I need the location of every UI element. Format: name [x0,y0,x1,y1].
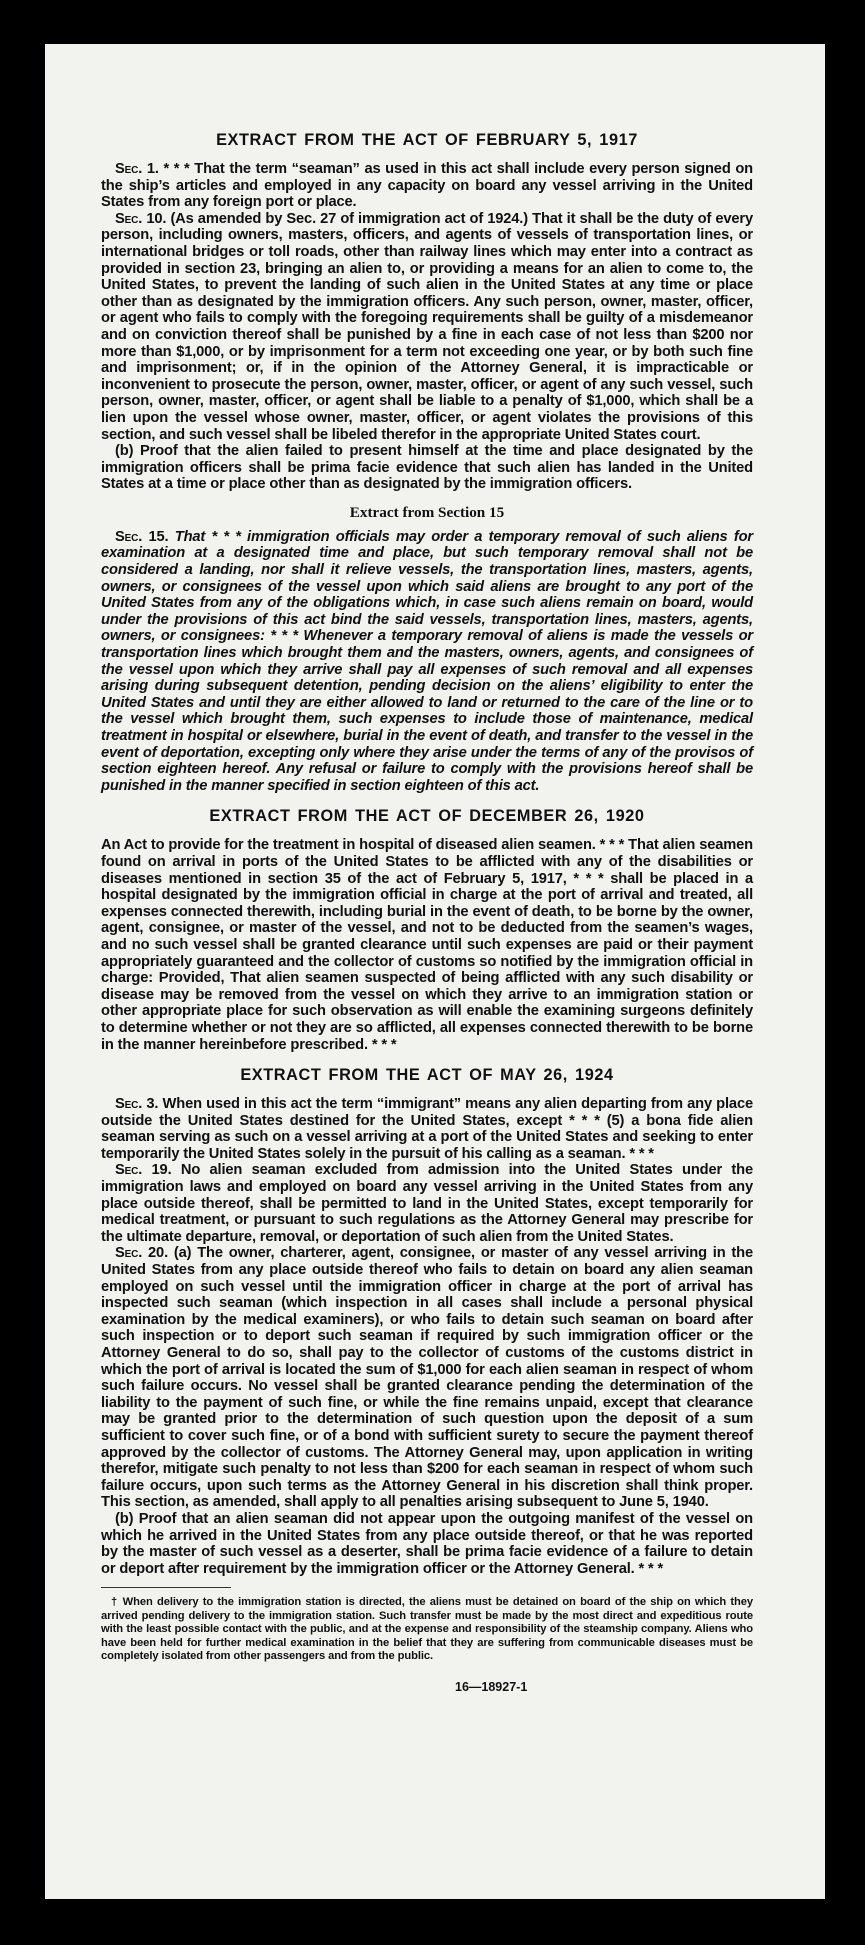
section-3-label: Sec. 3. [115,1096,159,1113]
section-10b-paragraph: (b) Proof that the alien failed to present himself at the time and place designated by the immigration officers shall be prima facie evidence that such alien has landed in the United States at a time or place other than as designated by the immigration officers. [101,443,753,493]
section-20b-paragraph: (b) Proof that an alien seaman did not appear upon the outgoing manifest of the vessel on which he arrived in the United States from any place outside thereof, or that he was reported by the master of such vessel as a deserter, shall be prima facie evidence of a failure to detain or deport after requirement by the immigration officer or the Attorney General. * * * [101,1510,753,1577]
section-10-paragraph [101,211,753,443]
act-1920-paragraph: An Act to provide for the treatment in hospital of diseased alien seamen. * * * That alien seamen found on arrival in ports of the United States to be afflicted with any of the disabilities or diseases mentioned in section 35 of the act of February 5, 1917, * * * shall be placed in a hospital designated by the immigration official in charge at the port of arrival and treated, all expenses connected therewith, including burial in the event of death, to be borne by the owner, agent, consignee, or master of the vessel, and not to be deducted from the seamen’s wages, and no such vessel shall be granted clearance until such expenses are paid or their payment appropriately guaranteed and the collector of customs so notified by the immigration official in charge: Provided, That alien seamen suspected of being afflicted with any such disability or disease may be removed from the vessel on which they arrive to an immigration station or other appropriate place for such observation as will enable the examining surgeons definitely to determine whether or not they are so afflicted, all expenses connected therewith to be borne in the manner hereinbefore prescribed. * * * [101,837,753,1053]
section-20-paragraph [101,1245,753,1511]
footnote-divider [101,1587,231,1588]
section-15-text: That * * * immigration officials may order a temporary removal of such aliens for examination at a designated time and place, but such temporary removal shall not be considered a landing, nor shall it relieve vessels, the transportation lines, masters, agents, owners, or consignees of the vessel upon which said aliens are brought to any port of the United States from any of the obligations which, in case such aliens remain on board, would under the provisions of this act bind the said vessels, transportation lines, masters, agents, owners, or consignees: * * * Whenever a temporary removal of aliens is made the vessels or transportation lines which brought them and the masters, owners, agents, and consignees of the vessel upon which they arrive shall pay all expenses of such removal and all expenses arising during subsequent detention, pending decision on the aliens’ eligibility to enter the United States and until they are either allowed to land or returned to the care of the line or to the vessel which brought them, such expenses to include those of maintenance, medical treatment in hospital or elsewhere, burial in the event of death, and transfer to the vessel in the event of deportation, excepting only where they arise under the terms of any of the provisos of section eighteen hereof. Any refusal or failure to comply with the provisions hereof shall be punished in the manner specified in section eighteen of this act. [101,528,754,794]
section-1-label: Sec. 1. [115,161,159,177]
section-1-paragraph [101,161,753,211]
section-20-label: Sec. 20. [115,1245,168,1262]
section-20-text: (a) The owner, charterer, agent, consignee, or master of any vessel arriving in the United States from any place outside thereof who fails to detain on board any alien seaman employed on such vessel until the immigration officer in charge at the port of arrival has inspected such seaman (which inspection in all cases shall include a personal physical examination by the medical examiners), or who fails to detain such seaman on board after such inspection or to deport such seaman if required by such immigration officer or the Attorney General to do so, shall pay to the collector of customs of the customs district in which the port of arrival is located the sum of $1,000 for each alien seaman in respect of whom such failure occurs. No vessel shall be granted clearance pending the determination of the liability to the payment of such fine, or while the fine remains unpaid, except that clearance may be granted prior to the determination of such question upon the deposit of a sum sufficient to cover such fine, or of a bond with sufficient surety to secure the payment thereof approved by the collector of customs. The Attorney General may, upon application in writing therefor, mitigate such penalty to not less than $200 for each seaman in respect of whom such failure occurs, upon such terms as the Attorney General in his discretion shall think proper. This section, as amended, shall apply to all penalties arising subsequent to June 5, 1940. [101,1245,753,1511]
heading-act-feb-1917: EXTRACT FROM THE ACT OF FEBRUARY 5, 1917 [216,131,638,149]
section-19-label: Sec. 19. [115,1162,172,1179]
section-1-text: * * * That the term “seaman” as used in this act shall include every person signed on the ship’s articles and employed in any capacity on board any vessel arriving in the United States from any foreign port or place. [101,161,753,211]
section-10-text: (As amended by Sec. 27 of immigration act of 1924.) That it shall be the duty of every person, including owners, masters, officers, and agents of vessels of transportation lines, or international bridges or toll roads, other than railway lines which may enter into a contract as provided in section 23, bringing an alien to, or providing a means for an alien to come to, the United States, to prevent the landing of such alien in the United States at any time or place other than as designated by the immigration officers. Any such person, owner, master, officer, or agent who fails to comply with the foregoing requirements shall be guilty of a misdemeanor and on conviction thereof shall be punished by a fine in each case of not less than $200 nor more than $1,000, or by imprisonment for a term not exceeding one year, or by both such fine and imprisonment; or, if in the opinion of the Attorney General, it is impracticable or inconvenient to prosecute the person, owner, master, officer, or agent of any such vessel, such person, owner, master, officer, or agent shall be liable to a penalty of $1,000, which shall be a lien upon the vessel whose owner, master, officer, or agent violates the provisions of this section, and such vessel shall be libeled therefor in the appropriate United States court. [101,210,753,443]
section-19-text: No alien seaman excluded from admission into the United States under the immigration laws and employed on board any vessel arriving in the United States from any place outside thereof, shall be permitted to land in the United States, except temporarily for medical treatment, or pursuant to such regulations as the Attorney General may prescribe for the ultimate departure, removal, or deportation of such alien from the United States. [101,1162,753,1245]
section-3-paragraph [101,1096,753,1162]
subheading-section-15: Extract from Section 15 [349,503,505,521]
form-code: 16—18927-1 [455,1680,528,1695]
heading-act-may-1924: EXTRACT FROM THE ACT OF MAY 26, 1924 [240,1066,614,1085]
section-15-label: Sec. 15. [115,528,169,545]
footnote: † When delivery to the immigration station is directed, the aliens must be detained on board of the ship on which they arrived pending delivery to the immigration station. Such transfer must be made by the most direct and expeditious route with the least possible contact with the public, and at the expense and responsibility of the steamship company. Aliens who have been held for further medical examination in the belief that they are suffering from communicable diseases must be completely isolated from other passengers and from the public. [101,1596,753,1662]
section-15-paragraph [101,529,753,795]
section-10-label: Sec. 10. [115,210,167,227]
document-body [101,130,753,1694]
heading-act-dec-1920: EXTRACT FROM THE ACT OF DECEMBER 26, 1920 [209,807,645,826]
section-19-paragraph [101,1162,753,1245]
document-page [45,44,825,1899]
section-3-text: When used in this act the term “immigrant” means any alien departing from any place outside the United States destined for the United States, except * * * (5) a bona fide alien seaman serving as such on a vessel arriving at a port of the United States and seeking to enter temporarily the United States solely in the pursuit of his calling as a seaman. * * * [101,1096,753,1162]
